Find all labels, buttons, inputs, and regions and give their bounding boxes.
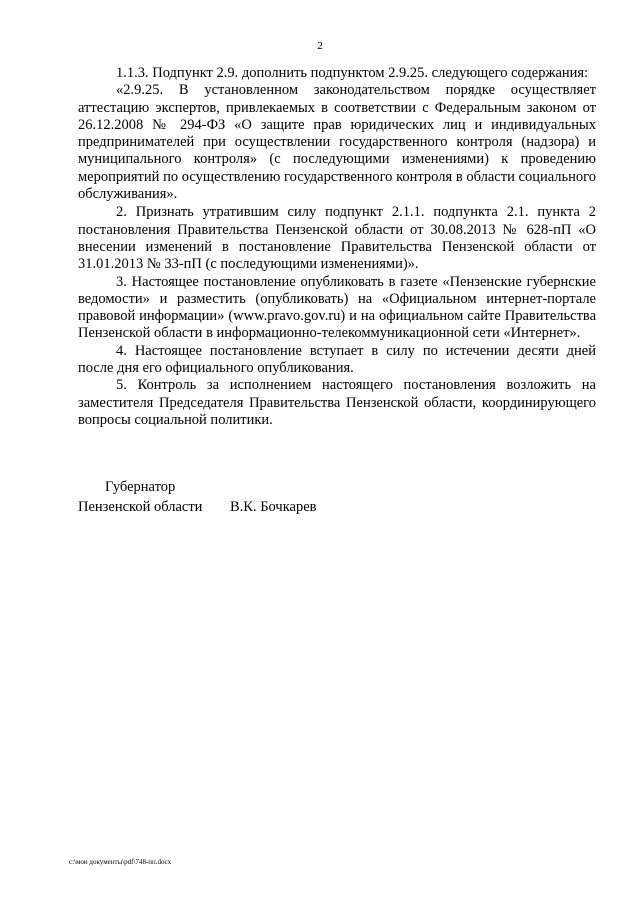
footer-file-path: c:\мои документы\pdf\748-пп.docx (69, 858, 172, 866)
paragraph-item-2: 2. Признать утратившим силу подпункт 2.1.1. подпункта 2.1. пункта 2 постановления Правительства Пензенской области от 30.08.2013 № 628-пП «О внесении изменений в постановление Правительства Пензенской области от 31.01.2013 № 33-пП (с последующими изменениями)». (78, 204, 596, 273)
signature-line (78, 497, 317, 517)
paragraph-2-9-25: «2.9.25. В установленном законодательством порядке осуществляет аттестацию экспертов, привлекаемых в соответствии с Федеральным законом от 26.12.2008 № 294-ФЗ «О защите прав юридических лиц и индивидуальных предпринимателей при осуществлении государственного контроля (надзора) и муниципального контроля» (с последующими изменениями) к проведению мероприятий по осуществлению государственного контроля в области социального обслуживания». (78, 82, 596, 203)
signature-block (78, 477, 317, 517)
document-body (78, 65, 596, 429)
signature-region: Пензенской области (78, 499, 203, 515)
signature-name: В.К. Бочкарев (230, 499, 317, 515)
signature-title: Губернатор (105, 479, 176, 495)
paragraph-item-5: 5. Контроль за исполнением настоящего постановления возложить на заместителя Председателя Правительства Пензенской области, координирующего вопросы социальной политики. (78, 377, 596, 428)
page-number: 2 (317, 40, 323, 52)
paragraph-1-1-3: 1.1.3. Подпункт 2.9. дополнить подпунктом 2.9.25. следующего содержания: (116, 65, 589, 81)
paragraph-item-3: 3. Настоящее постановление опубликовать в газете «Пензенские губернские ведомости» и разместить (опубликовать) на «Официальном интернет-портале правовой информации» (www.pravo.gov.ru) и на официальном сайте Правительства Пензенской области в информационно-телекоммуникационной сети «Интернет». (78, 273, 596, 342)
paragraph-item-4: 4. Настоящее постановление вступает в силу по истечении десяти дней после дня его официального опубликования. (78, 342, 596, 377)
